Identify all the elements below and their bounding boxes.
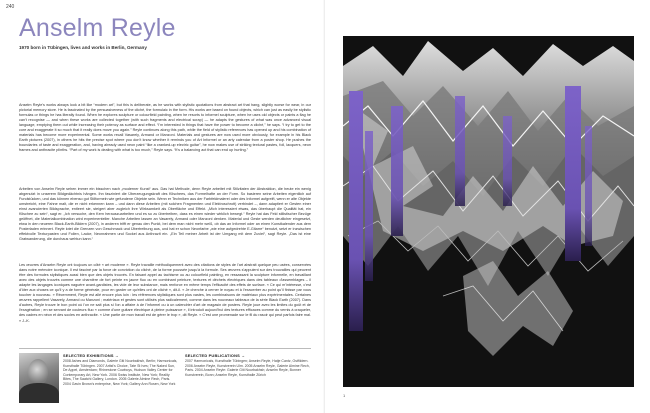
portrait-face-shape — [28, 359, 48, 385]
right-page — [325, 0, 650, 413]
selected-exhibitions-section — [63, 353, 179, 387]
artist-bio-subtitle: 1970 born in Tübingen, lives and works in Berlin, Germany — [19, 45, 147, 50]
body-text-german: Arbeiten von Anselm Reyle sehen immer ein bisschen nach „moderner Kunst“ aus. Das hat Methode, denn Reyle arbeitet mit Stilzitaten der Abstraktion, die heute ein wenig abgenutzt in unserem Bildgedächtnis hängen. Ihn fasziniert die Überzeugungskraft des Klischees, das Formelhafte an der Form. So basieren seine Arbeiten eigentlich auf Fundstücken, und das können ebenso gut Stilformeln wie gefundene Objekte sein. Wenn er Techniken aus der Farbfeldmalerei oder des Informel aufgreift, wenn er alte Objekte umstreicht, eine Fahne malt, die er nicht erkennen kann – und dann diese Arbeiten (mit solchen Fragmenten und Elektroschrott) verbindet –, dann adaptiert er Gesten einer einst avancierten Bildsprache, entleert sie, steigert aber zugleich ihre Wirksamkeit als Oberfläche und Effekt. „Mich interessiert etwas, das überhaupt die Qualität hat, ein Klischee zu sein“, sagt er. „Ich versuche, den Kern herauszuarbeiten und es so zu übertreiben, dass es einen wieder wirklich bewegt.“ Reyle hat das Feld stilistischer Bezüge geöffnet, die Materialkombination wird experimenteller. Manche Arbeiten lassen an Vasarely, Armand oder Manzoni denken. Material und Geste werden deutlicher eingesetzt, etwa in den neueren Black-Earth-Bildern (2007), in anderen trifft er genau den Punkt, bei dem man nicht mehr weiß, ob das an Informel oder an einen Kunstkalender aus dem Posterladen erinnert. Reyle lotet die Grenzen von Geschmack und Übertreibung aus, und hat er schon Neonfarbe „wie eine aufgedrehte E-Gitarre“ benutzt, setzt er inzwischen effektvolle Texturpasten und Folien, Lacke, Neonrahmen und Sockel aus Anthrazit ein. „Ein Teil meiner Arbeit ist der Umgang mit dem Zuviel“, sagt Reyle. „Das ist eine Gratwanderung, die durchaus wehtun kann.“ — [19, 187, 311, 242]
artist-name-title: Anselm Reyle — [19, 14, 176, 42]
body-text-english: Anselm Reyle's works always look a bit like “modern art”, but this is deliberate, as he works with stylistic quotations from abstract art that hang, slightly worse for wear, in our pictorial memory store. He is fascinated by the persuasiveness of the cliché, the formulaic in the form. His works are based on found objects, which can just as easily be stylistic formulas or things he has literally found. When he explores sculpture or colourfield painting, when he resorts to informel sculpture, when he uses old objects or paints a flag he can't recognise — and when these works are collected together (with such fragments and electrical scrap) — he adapts the gestures of what was once advanced visual language, emptying them out while increasing their potency as surface and effect. “I'm interested in things that have the power to become a cliché,” he says. “I try to get to the core and exaggerate it so much that it really does move you again.” Reyle continues along this path, while the field of stylistic references has opened up and his combination of materials has become more experimental. Some works recall Vasarely, Armand or Manzoni. Materials and gestures are now used more obviously, for example in his Black Earth pictures (2007), in others he hits the precise spot where you don't know whether it reminds you of Art Informel or an arty calendar from a poster shop. He pushes the boundaries of taste and exaggeration, and, having already used neon paint “like a cranked-up electric guitar”, he now makes use of striking textural pastes, foil, lacquers, neon frames and anthracite plinths. “Part of my work is dealing with what is too much,” Reyle says. “It's a balancing act that can end up hurting.” — [19, 103, 311, 153]
body-text-french — [19, 263, 311, 324]
author-signature: J.-K. — [22, 318, 30, 323]
selected-publications-heading: SELECTED PUBLICATIONS → — [185, 353, 246, 358]
french-paragraph-text: Les œuvres d'Anselm Reyle ont toujours un côté « art moderne ». Reyle travaille méthodiquement avec des citations de styles de l'art abstrait quelque peu usées, conservées dans notre mémoire iconique. Il est fasciné par la force de conviction du cliché, de la forme poussée jusqu'à la formule. Ses œuvres s'appuient sur des trouvailles qui peuvent être des formules stylistiques aussi bien que des objets trouvés. En faisant appel au tachisme ou au colourfield painting, en ressassant la sculpture informelle, en travaillant avec des objets trouvés comme une charnière de fort peinte en jaune fluo ou en combinant peinture, textures et déchets électriques dans des tableaux d'assemblages – il adapte les langages iconiques naguère avant-gardistes, les vide de leur substance, mais renforce en même temps l'efficacité des effets de surface. « Ce qui m'intéresse, c'est d'ôter aux choses ce qu'il y a de forme générale, pour en garder ce qu'elles ont de cliché », dit-il. « Je cherche à cerner le noyau et à l'exacerber au point qu'il finisse par vous toucher à nouveau. » Récemment, Reyle est allé encore plus loin : les références stylistiques sont plus vastes, les combinaisons de matériaux plus expérimentales. Certaines œuvres rappellent Vasarely, Armand ou Manzoni ; matériaux et gestes sont utilisés plus radicalement, comme dans les nouveaux tableaux de la série Black Earth (2007). Dans d'autres, Reyle trouve le bon point où l'on ne sait plus si l'on a affaire à de l'informel ou à un calendrier d'art de magasin de posters. Reyle joue avec les limites du goût et de l'exagération ; en se servant de couleurs fluo « comme d'une guitare électrique à pleine puissance », il introduit aujourd'hui des textures efficaces comme du vernis à craqueler, des cadres en néon et des socles en anthracite. « Une partie de mon travail est de gérer le trop », dit Reyle. « C'est une promenade sur le fil du rasoir qui peut parfois faire mal. » — [19, 263, 311, 323]
selected-publications-section — [185, 353, 311, 377]
page-number: 240 — [6, 4, 15, 10]
plate-number: 1 — [343, 393, 346, 398]
artwork-foil-painting — [343, 36, 634, 387]
selected-exhibitions-heading: SELECTED EXHIBITIONS → — [63, 353, 120, 358]
portrait-shoulders-shape — [19, 383, 59, 403]
artwork-image — [343, 36, 634, 387]
selected-publications-list: 2007 Harmonicals, Kunsthalle Tübingen; Anselm Reyle, Hatje Cantz, Ostfildern. 2006 Anselm Reyle, Kunstverein Ulm. 2005 Anselm Reyle, Galerie Almine Rech, Paris. 2004 Anselm Reyle: Galerie Giti Nourbakhsh; Anselm Reyle, Bonner Kunstverein, Bonn; Anselm Reyle, Kunsthalle Zürich — [185, 359, 310, 377]
artist-portrait-photo — [19, 353, 59, 403]
section-divider — [19, 348, 311, 349]
selected-exhibitions-list: 2008 Ashes and Diamonds, Galerie Giti Nourbakhsh, Berlin; Harmonicals, Kunsthalle Tübingen. 2007 Artist's Choice, Tate St Ives; The Naked Sun, De Appel, Amsterdam; Rhinestone Cowboys, Hudson Valley Center for Contemporary Art, New York. 2006 Swiss Institute, New York; Reality Bites, The Saatchi Gallery, London. 2005 Galerie Almine Rech, Paris. 2004 Gavin Brown's enterprise, New York; Gallery Ann Rosen, New York — [63, 359, 178, 386]
